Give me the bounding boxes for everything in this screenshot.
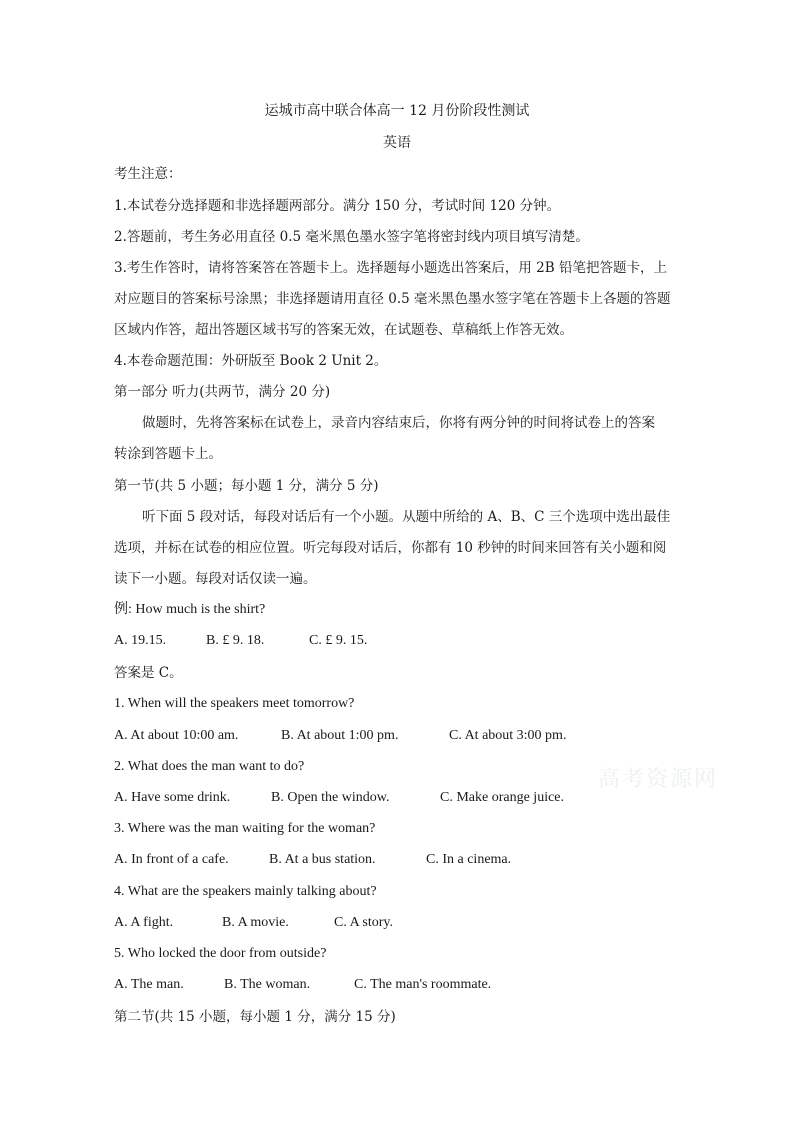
q3-option-a: A. In front of a cafe. <box>114 852 229 867</box>
question-2: 2. What does the man want to do? <box>114 759 305 774</box>
q2-option-a: A. Have some drink. <box>114 790 231 805</box>
q2-option-c: C. Make orange juice. <box>440 790 565 805</box>
part1-intro: 转涂到答题卡上。 <box>114 446 222 462</box>
q5-option-a: A. The man. <box>114 977 184 992</box>
q3-option-b: B. At a bus station. <box>269 852 376 867</box>
question-1: 1. When will the speakers meet tomorrow? <box>114 696 355 711</box>
notice-item: 区域内作答，超出答题区域书写的答案无效，在试题卷、草稿纸上作答无效。 <box>114 322 573 338</box>
notice-heading: 考生注意： <box>114 166 182 182</box>
example-question: 例: How much is the shirt? <box>114 602 266 617</box>
watermark-logo: 高考资源网 <box>598 767 719 792</box>
example-option-c: C. £ 9. 15. <box>309 633 368 648</box>
part1-intro: 做题时，先将答案标在试卷上，录音内容结束后，你将有两分钟的时间将试卷上的答案 <box>142 415 655 431</box>
notice-item: 2.答题前，考生务必用直径 0.5 毫米黑色墨水签字笔将密封线内项目填写清楚。 <box>114 229 589 245</box>
q1-option-b: B. At about 1:00 pm. <box>281 728 399 743</box>
q5-option-c: C. The man's roommate. <box>354 977 492 992</box>
question-3: 3. Where was the man waiting for the woman? <box>114 821 376 836</box>
section1-intro: 读下一小题。每段对话仅读一遍。 <box>114 571 317 587</box>
notice-item: 3.考生作答时，请将答案答在答题卡上。选择题每小题选出答案后，用 2B 铅笔把答题卡，上 <box>114 260 667 276</box>
q4-option-a: A. A fight. <box>114 915 174 930</box>
q4-option-b: B. A movie. <box>222 915 289 930</box>
section1-heading: 第一节(共 5 小题；每小题 1 分，满分 5 分) <box>114 478 379 494</box>
example-option-b: B. £ 9. 18. <box>206 633 265 648</box>
question-4: 4. What are the speakers mainly talking about? <box>114 884 377 899</box>
q3-option-c: C. In a cinema. <box>426 852 512 867</box>
section2-heading: 第二节(共 15 小题，每小题 1 分，满分 15 分) <box>114 1009 396 1025</box>
q4-option-c: C. A story. <box>334 915 393 930</box>
part1-heading: 第一部分 听力(共两节，满分 20 分) <box>114 384 331 400</box>
section1-intro: 听下面 5 段对话，每段对话后有一个小题。从题中所给的 A、B、C 三个选项中选出最佳 <box>142 509 671 525</box>
notice-item: 对应题目的答案标号涂黑；非选择题请用直径 0.5 毫米黑色墨水签字笔在答题卡上各题的答题 <box>114 291 671 307</box>
example-option-a: A. 19.15. <box>114 633 167 648</box>
q5-option-b: B. The woman. <box>224 977 311 992</box>
q1-option-a: A. At about 10:00 am. <box>114 728 239 743</box>
exam-subject: 英语 <box>383 135 411 151</box>
section1-intro: 选项，并标在试卷的相应位置。听完每段对话后，你都有 10 秒钟的时间来回答有关小题和阅 <box>114 540 667 556</box>
q1-option-c: C. At about 3:00 pm. <box>449 728 567 743</box>
notice-item: 1.本试卷分选择题和非选择题两部分。满分 150 分，考试时间 120 分钟。 <box>114 198 561 214</box>
notice-item: 4.本卷命题范围：外研版至 Book 2 Unit 2。 <box>114 353 388 369</box>
example-answer: 答案是 C。 <box>114 665 183 681</box>
q2-option-b: B. Open the window. <box>271 790 390 805</box>
question-5: 5. Who locked the door from outside? <box>114 946 327 961</box>
exam-title: 运城市高中联合体高一 12 月份阶段性测试 <box>264 103 530 119</box>
